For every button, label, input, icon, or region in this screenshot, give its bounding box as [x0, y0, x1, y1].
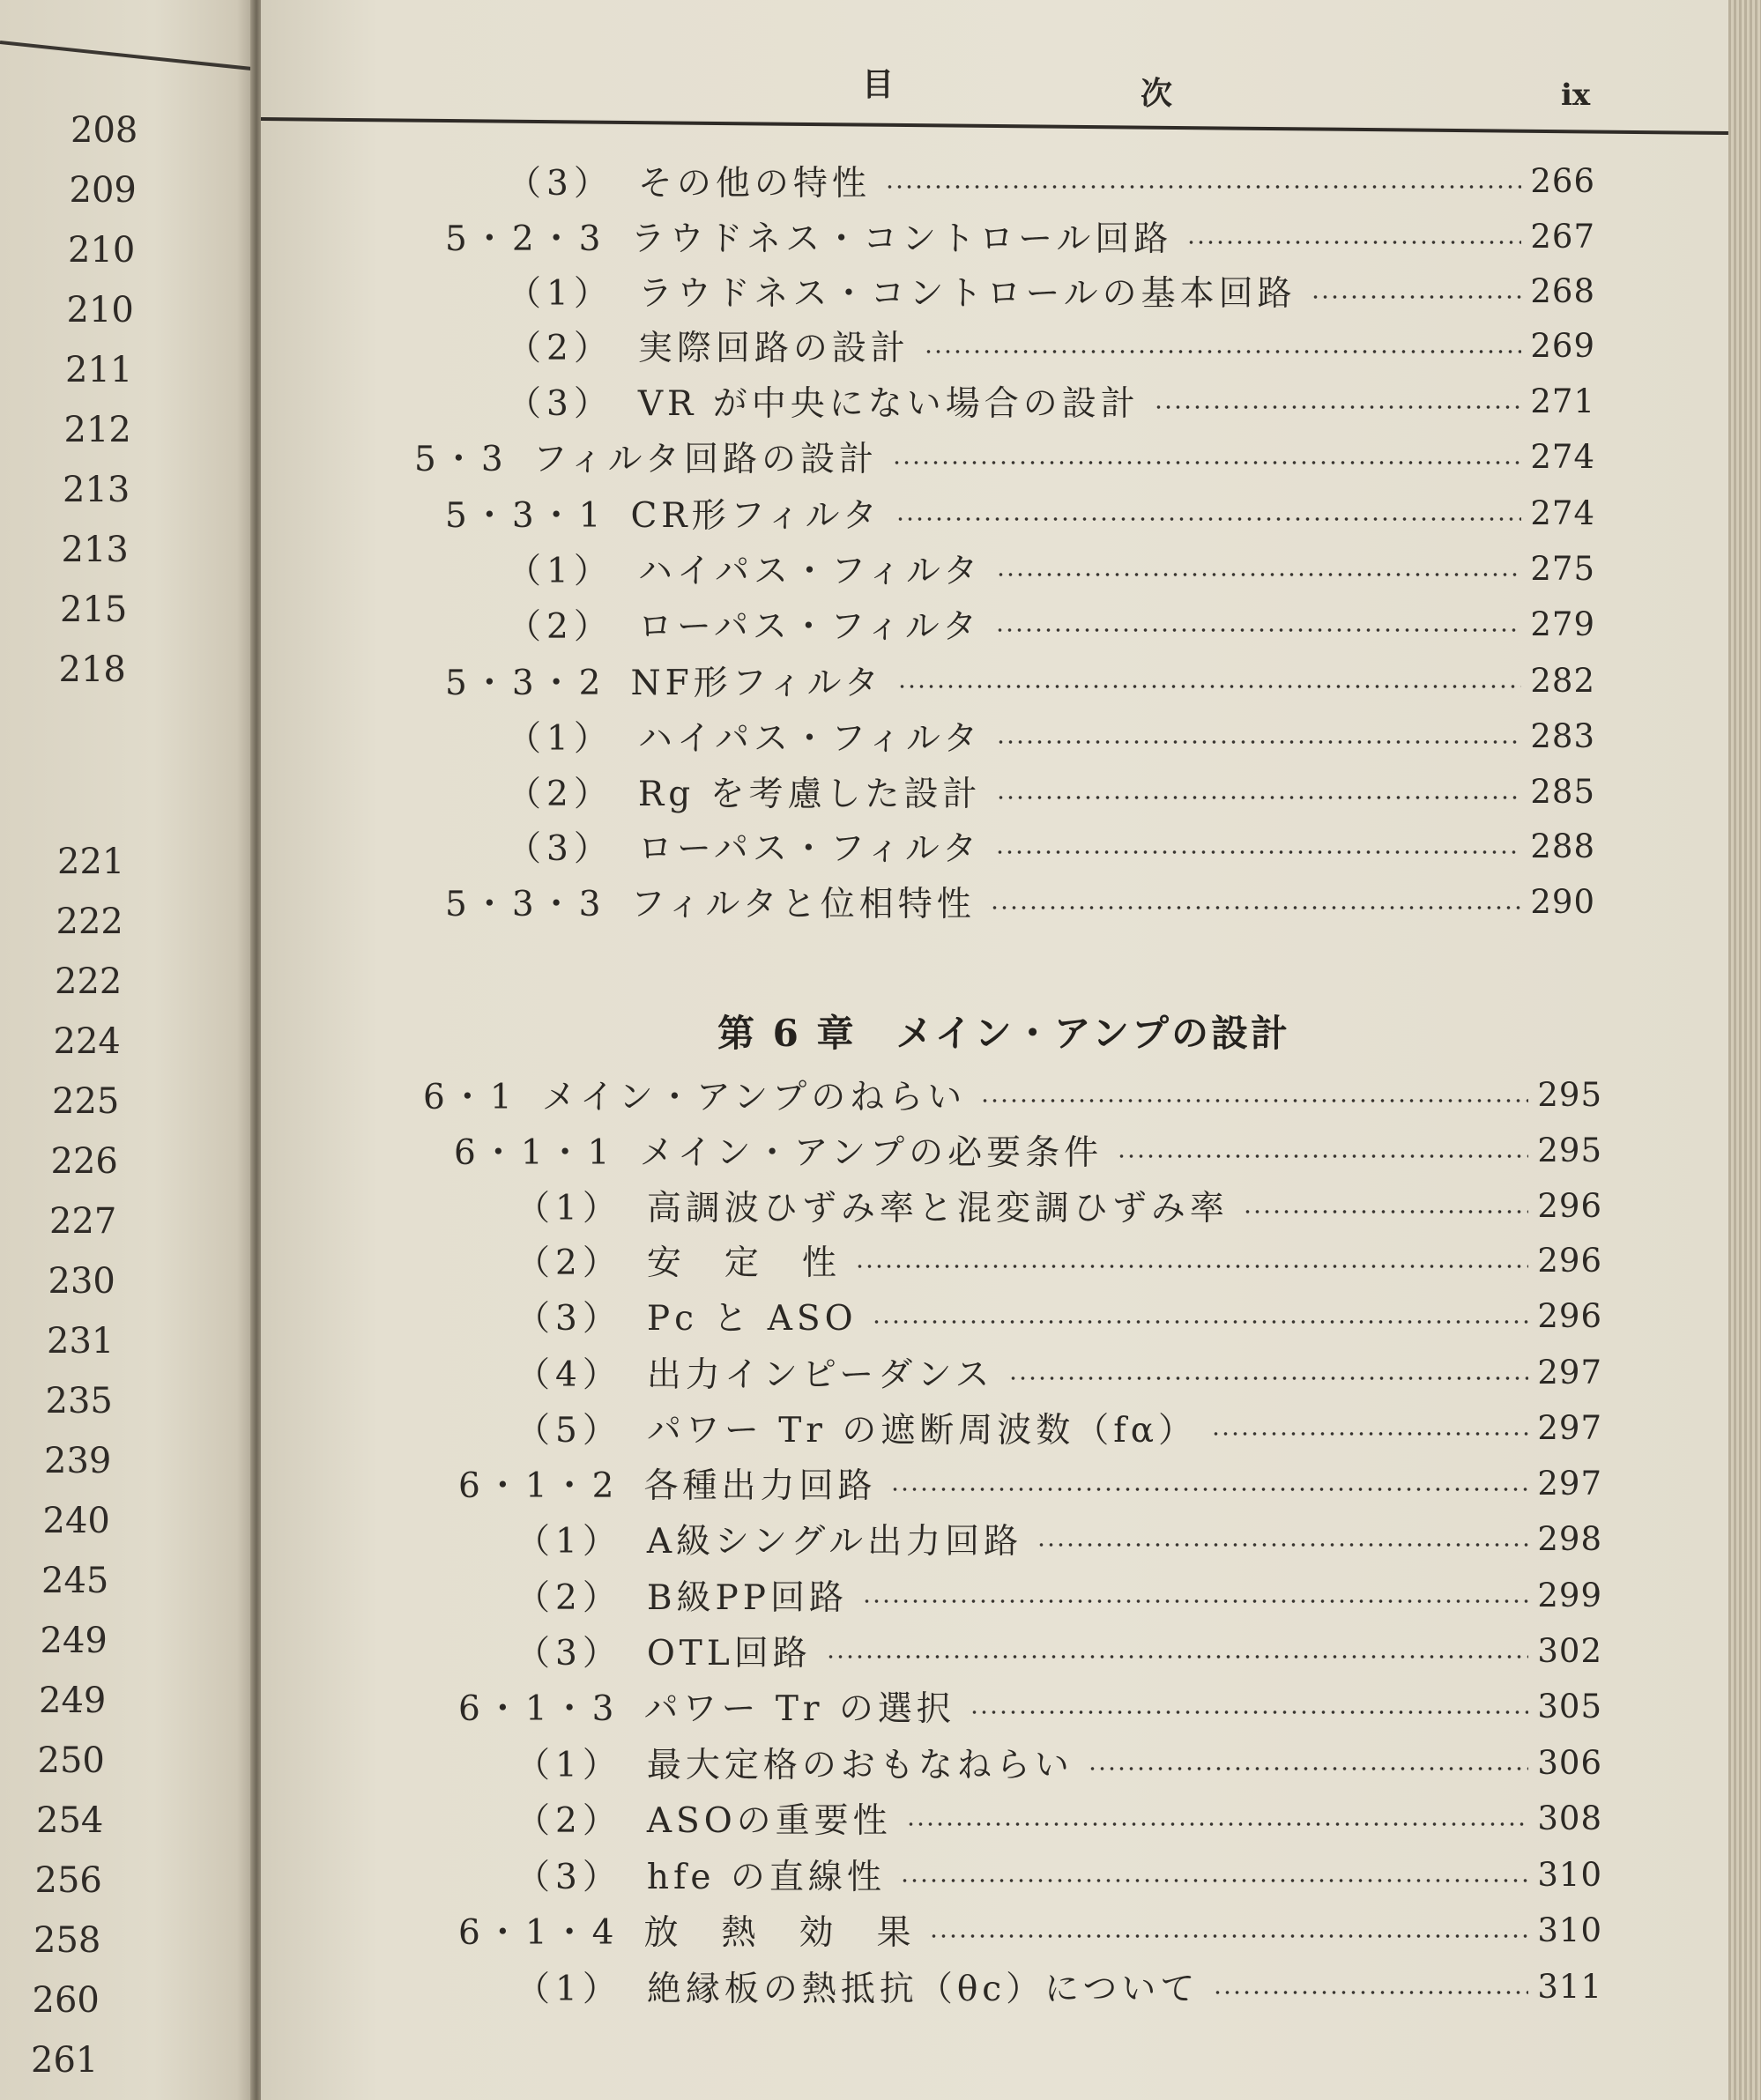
- left-page-number: 261: [31, 2040, 99, 2081]
- table-of-contents: [261, 0, 1728, 2100]
- left-page-number: 221: [57, 842, 125, 882]
- page-stack-edge: [1728, 0, 1761, 2100]
- toc-entry: [445, 214, 1595, 258]
- toc-entry-number: 5・3・1: [445, 496, 606, 536]
- left-page-number: 209: [69, 170, 137, 211]
- toc-entry-page: 268: [1530, 271, 1595, 310]
- toc-entry: [516, 1238, 1602, 1282]
- left-page-number: 254: [36, 1800, 104, 1841]
- toc-entry-page: 295: [1537, 1075, 1602, 1114]
- toc-entry-page: 283: [1530, 716, 1595, 755]
- toc-entry-page: 297: [1537, 1353, 1602, 1391]
- toc-entry-page: 269: [1530, 326, 1595, 365]
- toc-leader-dots: [1311, 295, 1522, 299]
- toc-entry-number: （1）: [516, 1746, 622, 1785]
- toc-entry-number: 5・3: [414, 440, 509, 479]
- left-page-number: 222: [56, 902, 123, 942]
- toc-entry-title: 各種出力回路: [643, 1466, 877, 1506]
- toc-entry-title: 実際回路の設計: [637, 329, 910, 368]
- left-page-number: 225: [52, 1081, 120, 1122]
- toc-entry: [507, 546, 1595, 590]
- toc-leader-dots: [895, 517, 1521, 521]
- toc-leader-dots: [1037, 1543, 1528, 1547]
- toc-entry-number: 5・3・2: [445, 664, 606, 703]
- toc-entry-number: （3）: [516, 1634, 622, 1673]
- toc-entry: [516, 1294, 1602, 1338]
- left-page-number: 210: [68, 230, 136, 271]
- toc-leader-dots: [1211, 1432, 1528, 1436]
- left-page-number: 210: [66, 290, 134, 330]
- toc-leader-dots: [862, 1599, 1528, 1603]
- toc-entry-title: 最大定格のおもなねらい: [646, 1746, 1074, 1785]
- left-page-number: 215: [60, 590, 128, 630]
- toc-entry-page: 308: [1537, 1799, 1602, 1837]
- toc-entry: [507, 159, 1595, 203]
- toc-entry-title: 絶縁板の熱抵抗（θc）について: [646, 1970, 1200, 2009]
- toc-entry-title: ラウドネス・コントロール回路: [630, 219, 1173, 259]
- toc-leader-dots: [855, 1265, 1529, 1268]
- left-page-number: 227: [49, 1201, 117, 1242]
- left-page-number: 224: [53, 1021, 121, 1062]
- toc-entry: [458, 1461, 1602, 1505]
- toc-entry-title: CR形フィルタ: [630, 496, 881, 536]
- toc-entry-title: パワー Tr の遮断周波数（fα）: [646, 1411, 1198, 1451]
- toc-leader-dots: [890, 1488, 1528, 1491]
- left-page-number: 249: [40, 1621, 108, 1661]
- toc-leader-dots: [1008, 1377, 1529, 1380]
- toc-entry: [507, 602, 1595, 646]
- toc-leader-dots: [1154, 405, 1522, 409]
- toc-entry-number: 6・1・2: [458, 1466, 620, 1506]
- toc-leader-dots: [924, 350, 1522, 353]
- toc-entry-page: 296: [1537, 1241, 1602, 1280]
- toc-leader-dots: [990, 906, 1522, 909]
- toc-entry-title: Pc と ASO: [646, 1299, 858, 1339]
- toc-leader-dots: [1186, 241, 1521, 244]
- toc-leader-dots: [892, 461, 1521, 464]
- toc-entry-page: 288: [1530, 827, 1595, 865]
- toc-entry: [516, 1796, 1602, 1840]
- toc-leader-dots: [885, 185, 1522, 189]
- toc-leader-dots: [996, 796, 1522, 799]
- left-page-number: 212: [63, 410, 131, 450]
- toc-entry: [516, 1629, 1602, 1673]
- toc-entry-number: （2）: [507, 775, 613, 814]
- toc-entry-page: 297: [1537, 1408, 1602, 1447]
- toc-entry-page: 296: [1537, 1296, 1602, 1335]
- toc-entry-number: （2）: [516, 1243, 622, 1283]
- left-page-header-rule: [0, 41, 257, 71]
- toc-entry: [458, 1908, 1602, 1952]
- toc-entry-number: （1）: [516, 1522, 622, 1562]
- toc-leader-dots: [872, 1320, 1529, 1324]
- toc-entry-page: 290: [1530, 882, 1595, 921]
- left-page-number: 226: [50, 1141, 118, 1182]
- toc-entry-title: 放 熱 効 果: [643, 1913, 916, 1953]
- toc-entry-number: （3）: [516, 1858, 622, 1897]
- left-page-number: 258: [33, 1920, 101, 1961]
- toc-entry: [507, 769, 1595, 813]
- toc-entry: [516, 1573, 1602, 1617]
- left-page-number: 249: [39, 1681, 107, 1721]
- toc-entry-title: フィルタ回路の設計: [532, 440, 878, 479]
- toc-entry-number: 6・1・4: [458, 1913, 620, 1953]
- header-page-number: ix: [1561, 78, 1591, 113]
- toc-leader-dots: [1213, 1991, 1528, 1994]
- toc-entry: [507, 824, 1595, 868]
- left-page-number: 222: [55, 961, 123, 1002]
- toc-leader-dots: [826, 1655, 1529, 1658]
- toc-entry-number: （3）: [516, 1299, 622, 1339]
- toc-leader-dots: [970, 1710, 1528, 1714]
- right-page: [261, 0, 1728, 2100]
- toc-entry-number: （5）: [516, 1411, 622, 1451]
- header-title-right: 次: [1141, 75, 1173, 112]
- toc-entry-title: 高調波ひずみ率と混変調ひずみ率: [646, 1189, 1229, 1228]
- toc-entry-page: 297: [1537, 1464, 1602, 1503]
- toc-entry-page: 285: [1530, 772, 1595, 811]
- toc-entry-page: 299: [1537, 1576, 1602, 1614]
- toc-entry-number: （2）: [516, 1801, 622, 1841]
- toc-leader-dots: [995, 628, 1521, 632]
- toc-entry-number: 6・1・3: [458, 1689, 620, 1729]
- toc-entry: [516, 1184, 1602, 1228]
- toc-entry-number: 6・1・1: [454, 1133, 615, 1173]
- left-page-number: 256: [34, 1860, 102, 1901]
- toc-entry-title: ハイパス・フィルタ: [637, 552, 983, 591]
- toc-entry-number: （2）: [516, 1578, 622, 1618]
- toc-entry-number: （1）: [516, 1189, 622, 1228]
- toc-entry-number: （4）: [516, 1355, 622, 1395]
- toc-entry-page: 271: [1530, 382, 1595, 420]
- chapter-heading: 第 6 章 メイン・アンプの設計: [717, 1012, 1290, 1055]
- toc-entry: [458, 1684, 1602, 1728]
- left-page: [0, 0, 257, 2100]
- toc-entry-page: 306: [1537, 1743, 1602, 1782]
- left-page-number: 218: [58, 649, 126, 690]
- toc-entry-title: 出力インピーダンス: [646, 1355, 994, 1395]
- toc-entry-number: （3）: [507, 164, 613, 204]
- toc-entry-title: ハイパス・フィルタ: [637, 719, 983, 759]
- toc-entry: [516, 1350, 1602, 1394]
- toc-entry-title: hfe の直線性: [646, 1858, 886, 1897]
- toc-entry: [516, 1517, 1602, 1561]
- toc-entry: [454, 1128, 1602, 1172]
- toc-entry-title: B級PP回路: [646, 1578, 848, 1618]
- toc-entry-page: 295: [1537, 1131, 1602, 1169]
- toc-entry-number: （2）: [507, 329, 613, 368]
- toc-entry-title: A級シングル出力回路: [646, 1522, 1023, 1562]
- toc-entry: [516, 1740, 1602, 1785]
- toc-entry-title: その他の特性: [637, 164, 871, 204]
- left-page-number: 240: [42, 1501, 110, 1541]
- toc-entry: [445, 879, 1595, 924]
- toc-entry-page: 305: [1537, 1687, 1602, 1725]
- toc-entry: [507, 269, 1595, 313]
- toc-entry-page: 279: [1530, 605, 1595, 643]
- left-page-number: 213: [63, 470, 130, 510]
- left-page-number: 213: [61, 530, 129, 570]
- left-page-number: 260: [32, 1980, 100, 2021]
- toc-entry: [516, 1964, 1602, 2008]
- toc-entry-number: （3）: [507, 384, 613, 424]
- toc-entry-title: ローパス・フィルタ: [637, 607, 982, 647]
- toc-entry: [507, 714, 1595, 758]
- left-page-number: 239: [44, 1441, 112, 1481]
- left-page-number: 208: [71, 110, 138, 151]
- toc-entry-page: 274: [1530, 493, 1595, 532]
- toc-entry-page: 302: [1537, 1631, 1602, 1670]
- toc-entry-number: （2）: [507, 607, 613, 647]
- toc-entry: [516, 1406, 1602, 1450]
- toc-entry-page: 282: [1530, 661, 1595, 700]
- toc-entry-number: （1）: [507, 274, 613, 314]
- toc-entry: [414, 434, 1595, 479]
- toc-entry: [507, 379, 1595, 423]
- toc-entry: [507, 323, 1595, 367]
- toc-entry-page: 311: [1537, 1967, 1602, 2006]
- toc-entry-number: 5・2・3: [445, 219, 606, 259]
- toc-entry-title: Rg を考慮した設計: [637, 775, 982, 814]
- toc-entry: [445, 491, 1595, 535]
- toc-leader-dots: [897, 685, 1521, 688]
- toc-leader-dots: [929, 1934, 1528, 1938]
- toc-entry-page: 275: [1530, 549, 1595, 588]
- toc-entry: [445, 658, 1595, 702]
- toc-leader-dots: [1117, 1154, 1528, 1158]
- toc-entry-number: （1）: [507, 552, 613, 591]
- toc-entry: [423, 1072, 1602, 1117]
- toc-entry-title: フィルタと位相特性: [630, 885, 976, 924]
- toc-leader-dots: [980, 1099, 1528, 1102]
- toc-leader-dots: [906, 1822, 1529, 1826]
- toc-leader-dots: [1088, 1767, 1529, 1770]
- toc-entry-title: NF形フィルタ: [630, 664, 883, 703]
- toc-entry-page: 274: [1530, 437, 1595, 476]
- toc-entry: [516, 1852, 1602, 1896]
- toc-entry-title: 安 定 性: [646, 1243, 841, 1283]
- toc-leader-dots: [900, 1879, 1529, 1882]
- toc-entry-title: メイン・アンプのねらい: [541, 1078, 967, 1117]
- left-page-number: 235: [45, 1381, 113, 1421]
- toc-leader-dots: [996, 573, 1521, 576]
- toc-entry-page: 298: [1537, 1519, 1602, 1558]
- toc-leader-dots: [996, 740, 1521, 744]
- header-title-left: 目: [862, 66, 895, 103]
- toc-entry-title: ASOの重要性: [646, 1801, 892, 1841]
- toc-entry-title: OTL回路: [646, 1634, 812, 1673]
- toc-entry-title: パワー Tr の選択: [643, 1689, 955, 1729]
- toc-entry-number: （1）: [516, 1970, 622, 2009]
- toc-leader-dots: [995, 850, 1521, 854]
- toc-entry-page: 310: [1537, 1855, 1602, 1894]
- toc-entry-title: ローパス・フィルタ: [637, 829, 982, 869]
- left-page-number: 230: [48, 1261, 115, 1302]
- toc-entry-title: メイン・アンプの必要条件: [639, 1133, 1103, 1173]
- toc-entry-number: 6・1: [423, 1078, 517, 1117]
- toc-entry-number: 5・3・3: [445, 885, 606, 924]
- toc-entry-page: 310: [1537, 1911, 1602, 1949]
- toc-entry-number: （3）: [507, 829, 613, 869]
- left-page-number: 231: [47, 1321, 115, 1362]
- left-page-number: 245: [41, 1561, 109, 1601]
- toc-entry-title: VR が中央にない場合の設計: [637, 384, 1140, 424]
- toc-entry-page: 266: [1530, 161, 1595, 200]
- toc-entry-title: ラウドネス・コントロールの基本回路: [637, 274, 1297, 314]
- toc-entry-number: （1）: [507, 719, 613, 759]
- left-page-number: 211: [65, 350, 133, 390]
- toc-leader-dots: [1243, 1210, 1529, 1213]
- left-page-number: 250: [37, 1740, 105, 1781]
- toc-entry-page: 267: [1530, 217, 1595, 256]
- toc-entry-page: 296: [1537, 1186, 1602, 1225]
